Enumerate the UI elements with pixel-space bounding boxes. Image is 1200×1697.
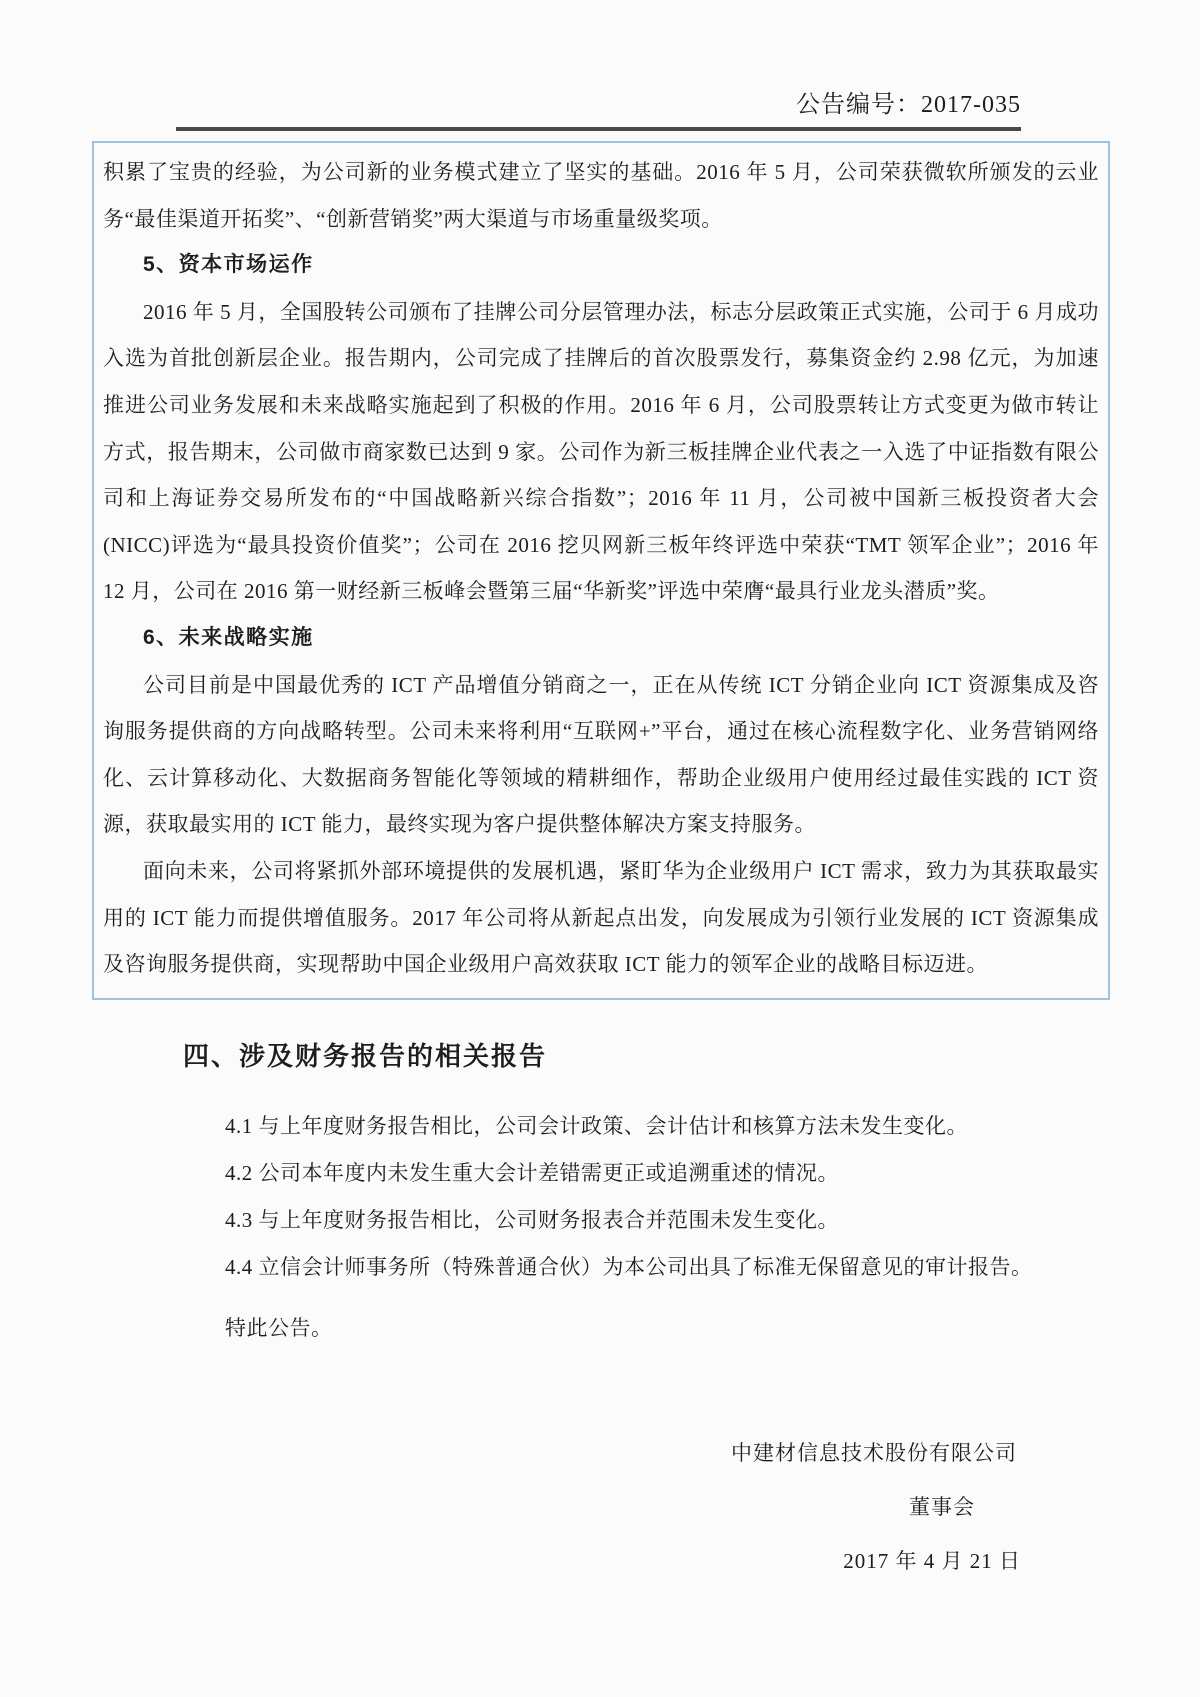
report-item-4-3: 4.3 与上年度财务报告相比，公司财务报表合并范围未发生变化。 (225, 1207, 839, 1232)
paragraph-future-strategy-2: 面向未来，公司将紧抓外部环境提供的发展机遇，紧盯华为企业级用户 ICT 需求，致力为其获取最实用的 ICT 能力而提供增值服务。2017 年公司将从新起点出发，向发展成为引领行业发展的 ICT 资源集成及咨询服务提供商，实现帮助中国企业级用户高效获取 ICT 能力的领军企业的战略目标迈进。 (103, 858, 1099, 977)
highlighted-text-box (92, 141, 1110, 1000)
paragraph-continuation: 积累了宝贵的经验，为公司新的业务模式建立了坚实的基础。2016 年 5 月，公司荣获微软所颁发的云业务“最佳渠道开拓奖”、“创新营销奖”两大渠道与市场重量级奖项。 (103, 160, 1099, 231)
report-item-4-1: 4.1 与上年度财务报告相比，公司会计政策、会计估计和核算方法未发生变化。 (225, 1113, 968, 1138)
announcement-number: 公告编号：2017-035 (796, 92, 1021, 118)
board-of-directors-label: 董事会 (909, 1494, 975, 1519)
page-header (0, 0, 1200, 119)
paragraph-capital-market: 2016 年 5 月，全国股转公司颁布了挂牌公司分层管理办法，标志分层政策正式实施，公司于 6 月成功入选为首批创新层企业。报告期内，公司完成了挂牌后的首次股票发行，募集资金约 2.98 亿元，为加速推进公司业务发展和未来战略实施起到了积极的作用。2016 年 6 月，公司股票转让方式变更为做市转让方式，报告期末，公司做市商家数已达到 9 家。公司作为新三板挂牌企业代表之一入选了中证指数有限公司和上海证券交易所发布的“中国战略新兴综合指数”；2016 年 11 月，公司被中国新三板投资者大会(NICC)评选为“最具投资价值奖”；公司在 2016 挖贝网新三板年终评选中荣获“TMT 领军企业”；2016 年 12 月，公司在 2016 第一财经新三板峰会暨第三届“华新奖”评选中荣膺“最具行业龙头潜质”奖。 (103, 299, 1099, 604)
subheading-capital-market: 5、资本市场运作 (143, 253, 314, 277)
header-rule (176, 127, 1021, 131)
closing-statement: 特此公告。 (225, 1315, 333, 1340)
paragraph-future-strategy-1: 公司目前是中国最优秀的 ICT 产品增值分销商之一，正在从传统 ICT 分销企业向 ICT 资源集成及咨询服务提供商的方向战略转型。公司未来将利用“互联网+”平台，通过在核心流程数字化、业务营销网络化、云计算移动化、大数据商务智能化等领域的精耕细作，帮助企业级用户使用经过最佳实践的 ICT 资源，获取最实用的 ICT 能力，最终实现为客户提供整体解决方案支持服务。 (103, 672, 1099, 837)
signature-date: 2017 年 4 月 21 日 (843, 1548, 1021, 1573)
report-item-4-4: 4.4 立信会计师事务所（特殊普通合伙）为本公司出具了标准无保留意见的审计报告。 (225, 1254, 1033, 1279)
subheading-future-strategy: 6、未来战略实施 (143, 625, 314, 649)
company-name: 中建材信息技术股份有限公司 (731, 1440, 1017, 1465)
signature-block (0, 1426, 1021, 1588)
section-4-title: 四、涉及财务报告的相关报告 (183, 1040, 548, 1071)
section-4-items (225, 1103, 1200, 1291)
report-item-4-2: 4.2 公司本年度内未发生重大会计差错需更正或追溯重述的情况。 (225, 1160, 839, 1185)
